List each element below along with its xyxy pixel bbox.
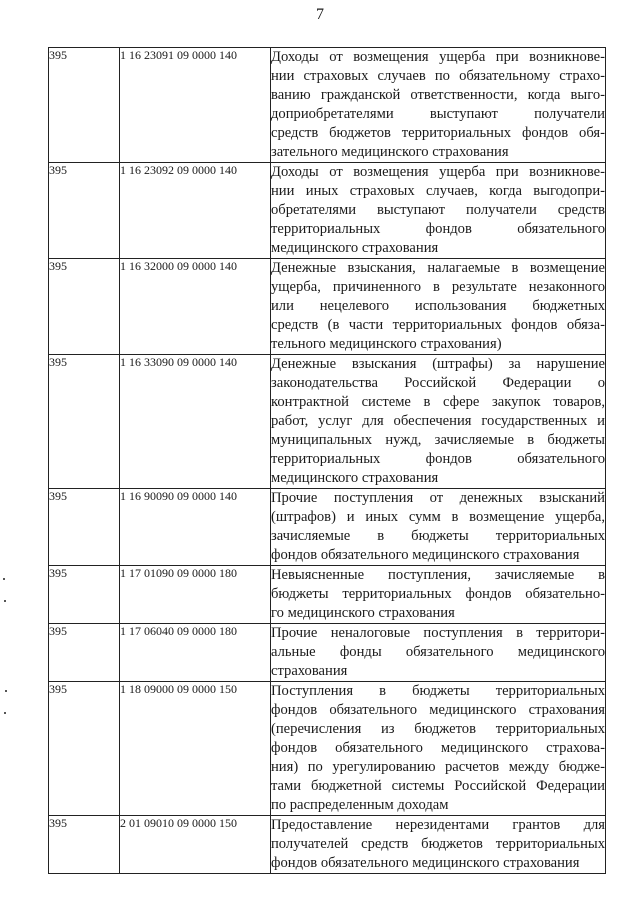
description-line: медицинского страхования — [271, 240, 439, 256]
revenue-code-cell: 1 16 23091 09 0000 140 — [120, 48, 271, 163]
revenue-code-cell: 2 01 09010 09 0000 150 — [120, 816, 271, 874]
description-line: Доходы от возмещения ущерба при возникнове- — [271, 164, 605, 180]
table-row — [49, 489, 606, 566]
description-line: Предоставление нерезидентами грантов для — [271, 817, 605, 833]
description-line: нии иных страховых случаев, когда выгодопри- — [271, 183, 605, 199]
admin-code-cell: 395 — [49, 48, 120, 163]
revenue-description-cell — [271, 624, 606, 682]
table-row — [49, 682, 606, 816]
revenue-description-cell — [271, 489, 606, 566]
description-line: фондов обязательного медицинского страхова- — [271, 740, 605, 756]
scan-speck — [4, 712, 6, 714]
admin-code-cell: 395 — [49, 163, 120, 259]
description-line: тельного медицинского страхования) — [271, 336, 502, 352]
table-row — [49, 624, 606, 682]
description-line: получателей средств бюджетов территориальных — [271, 836, 605, 852]
page-number: 7 — [316, 6, 324, 23]
description-line: (перечисления из бюджетов территориальных — [271, 721, 605, 737]
revenue-description-cell — [271, 355, 606, 489]
scan-speck — [5, 690, 7, 692]
scan-speck — [4, 600, 6, 602]
description-line: Денежные взыскания, налагаемые в возмещение — [271, 260, 605, 276]
revenue-code-cell: 1 17 06040 09 0000 180 — [120, 624, 271, 682]
description-line: территориальных фондов обязательного — [271, 451, 605, 467]
revenue-code-cell: 1 16 23092 09 0000 140 — [120, 163, 271, 259]
budget-classification-table — [48, 47, 606, 874]
admin-code-cell: 395 — [49, 624, 120, 682]
description-line: средств (в части территориальных фондов обяза- — [271, 317, 605, 333]
revenue-description-cell — [271, 48, 606, 163]
description-line: муниципальных нужд, зачисляемые в бюджеты — [271, 432, 605, 448]
description-line: альные фонды обязательного медицинского — [271, 644, 605, 660]
description-line: нии страховых случаев по обязательному страхо- — [271, 68, 605, 84]
description-line: Доходы от возмещения ущерба при возникнове- — [271, 49, 605, 65]
table-row — [49, 259, 606, 355]
table-row — [49, 48, 606, 163]
description-line: контрактной системе в сфере закупок товаров, — [271, 394, 605, 410]
table-row — [49, 163, 606, 259]
description-line: территориальных фондов обязательного — [271, 221, 605, 237]
description-line: законодательства Российской Федерации о — [271, 375, 605, 391]
description-line: Поступления в бюджеты территориальных — [271, 683, 605, 699]
description-line: Прочие поступления от денежных взысканий — [271, 490, 605, 506]
revenue-description-cell — [271, 682, 606, 816]
description-line: доприобретателями выступают получатели — [271, 106, 605, 122]
description-line: Невыясненные поступления, зачисляемые в — [271, 567, 605, 583]
description-line: ния) по урегулированию расчетов между бюдже- — [271, 759, 605, 775]
table-row — [49, 566, 606, 624]
revenue-code-cell: 1 17 01090 09 0000 180 — [120, 566, 271, 624]
description-line: зачисляемые в бюджеты территориальных — [271, 528, 605, 544]
description-line: фондов обязательного медицинского страхования — [271, 547, 580, 563]
admin-code-cell: 395 — [49, 489, 120, 566]
description-line: го медицинского страхования — [271, 605, 455, 621]
revenue-code-cell: 1 18 09000 09 0000 150 — [120, 682, 271, 816]
description-line: Денежные взыскания (штрафы) за нарушение — [271, 356, 605, 372]
revenue-code-cell: 1 16 90090 09 0000 140 — [120, 489, 271, 566]
admin-code-cell: 395 — [49, 355, 120, 489]
description-line: работ, услуг для обеспечения государственных и — [271, 413, 605, 429]
admin-code-cell: 395 — [49, 816, 120, 874]
description-line: медицинского страхования — [271, 470, 439, 486]
admin-code-cell: 395 — [49, 566, 120, 624]
revenue-code-cell: 1 16 33090 09 0000 140 — [120, 355, 271, 489]
description-line: фондов обязательного медицинского страхования — [271, 702, 605, 718]
admin-code-cell: 395 — [49, 259, 120, 355]
admin-code-cell: 395 — [49, 682, 120, 816]
table-body — [49, 48, 606, 874]
revenue-description-cell — [271, 259, 606, 355]
description-line: или нецелевого использования бюджетных — [271, 298, 605, 314]
description-line: Прочие неналоговые поступления в территори- — [271, 625, 605, 641]
description-line: страхования — [271, 663, 348, 679]
description-line: ущерба, причиненного в результате незаконного — [271, 279, 605, 295]
scan-speck — [3, 578, 5, 580]
description-line: средств бюджетов территориальных фондов обя- — [271, 125, 605, 141]
revenue-code-cell: 1 16 32000 09 0000 140 — [120, 259, 271, 355]
description-line: фондов обязательного медицинского страхования — [271, 855, 580, 871]
table-row — [49, 816, 606, 874]
table-row — [49, 355, 606, 489]
description-line: бюджеты территориальных фондов обязательно- — [271, 586, 605, 602]
description-line: ванию гражданской ответственности, когда выго- — [271, 87, 605, 103]
revenue-description-cell — [271, 163, 606, 259]
description-line: по распределенным доходам — [271, 797, 449, 813]
description-line: тами бюджетной системы Российской Федерации — [271, 778, 605, 794]
description-line: обретателями выступают получатели средств — [271, 202, 605, 218]
revenue-description-cell — [271, 566, 606, 624]
revenue-description-cell — [271, 816, 606, 874]
description-line: зательного медицинского страхования — [271, 144, 509, 160]
description-line: (штрафов) и иных сумм в возмещение ущерба, — [271, 509, 605, 525]
